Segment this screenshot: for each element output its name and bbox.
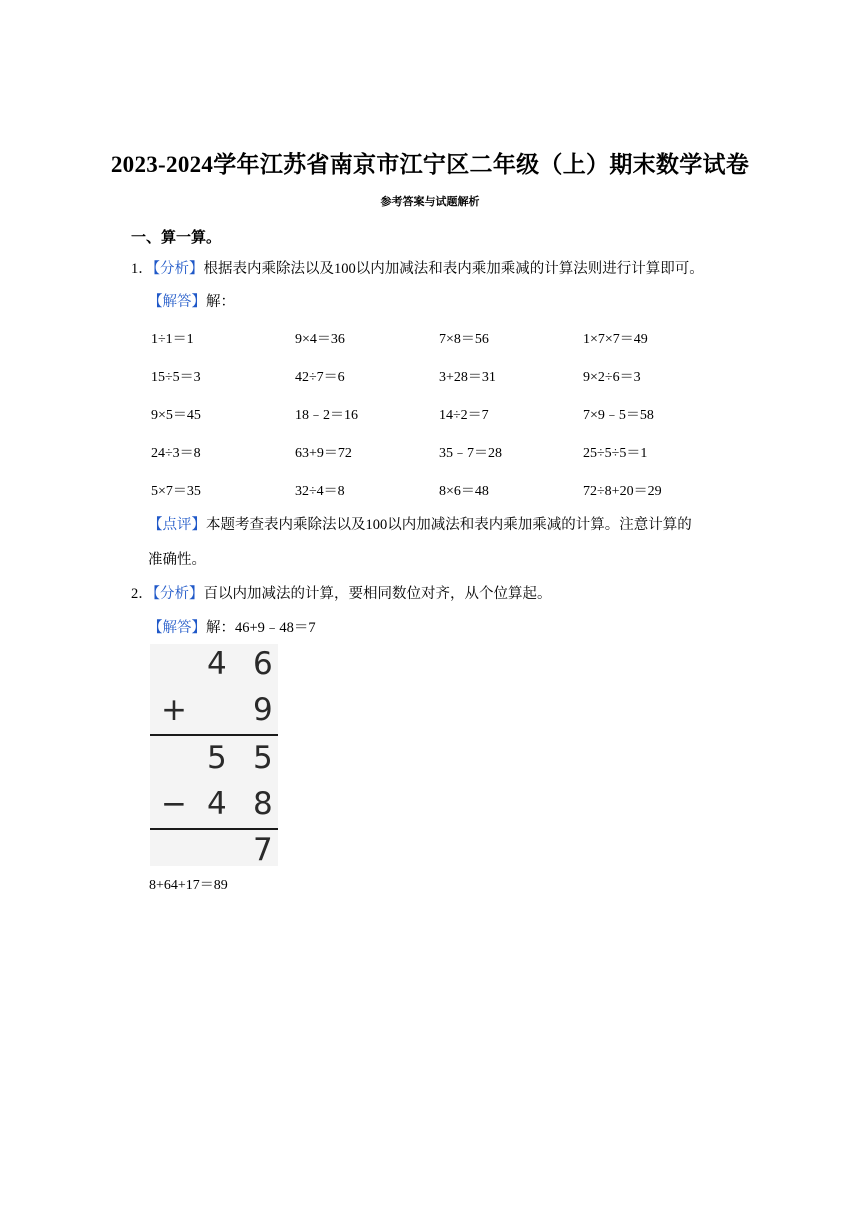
section-heading: 一、算一算。 [131,230,222,246]
q1-answer-text: 解： [206,294,235,310]
q1-comment [148,515,692,535]
plus-sign: + [161,692,187,728]
grid-cell: 1×7×7＝49 [583,332,648,347]
digit: 5 [253,740,273,776]
grid-cell: 8×6＝48 [439,484,489,499]
grid-cell: 1÷1＝1 [151,332,194,347]
sum-line [150,734,278,736]
minus-sign: − [161,786,187,822]
q2-answer-tag: 【解答】 [148,620,206,636]
page-subtitle: 参考答案与试题解析 [380,196,480,208]
q2-answer-text: 解：46+9﹣48＝7 [206,620,316,636]
grid-cell: 3+28＝31 [439,370,496,385]
grid-cell: 25÷5÷5＝1 [583,446,648,461]
vertical-calculation [150,644,278,866]
grid-cell: 35﹣7＝28 [439,446,502,461]
q2-number: 2． [131,586,153,602]
grid-cell: 15÷5＝3 [151,370,201,385]
q1-comment-tag: 【点评】 [148,517,206,533]
q1-comment-cont: 准确性。 [148,552,206,568]
q1-answer [148,292,235,312]
q1-analysis [131,259,704,279]
q1-number: 1． [131,261,153,277]
q2-answer [148,618,316,638]
grid-cell: 63+9＝72 [295,446,352,461]
digit: 7 [253,832,273,868]
q1-analysis-tag: 【分析】 [152,261,204,277]
grid-cell: 7×9﹣5＝58 [583,408,654,423]
q2-analysis-text: 百以内加减法的计算，要相同数位对齐，从个位算起。 [203,586,552,602]
page-title: 2023-2024学年江苏省南京市江宁区二年级（上）期末数学试卷 [110,152,750,177]
q2-analysis-tag: 【分析】 [152,586,204,602]
grid-cell: 24÷3＝8 [151,446,201,461]
digit: 8 [253,786,273,822]
digit: 4 [207,646,227,682]
grid-cell: 7×8＝56 [439,332,489,347]
q2-extra-equation: 8+64+17＝89 [149,878,228,893]
q1-comment-text: 本题考查表内乘除法以及100以内加减法和表内乘加乘减的计算。注意计算的 [206,517,692,533]
q1-analysis-text: 根据表内乘除法以及100以内加减法和表内乘加乘减的计算法则进行计算即可。 [203,261,704,277]
grid-cell: 9×2÷6＝3 [583,370,641,385]
digit: 9 [253,692,273,728]
grid-cell: 42÷7＝6 [295,370,345,385]
digit: 5 [207,740,227,776]
difference-line [150,828,278,830]
digit: 6 [253,646,273,682]
grid-cell: 32÷4＝8 [295,484,345,499]
digit: 4 [207,786,227,822]
grid-cell: 14÷2＝7 [439,408,489,423]
q2-analysis [131,584,552,604]
grid-cell: 9×4＝36 [295,332,345,347]
grid-cell: 72÷8+20＝29 [583,484,662,499]
grid-cell: 18﹣2＝16 [295,408,358,423]
q1-answer-tag: 【解答】 [148,294,206,310]
grid-cell: 5×7＝35 [151,484,201,499]
grid-cell: 9×5＝45 [151,408,201,423]
